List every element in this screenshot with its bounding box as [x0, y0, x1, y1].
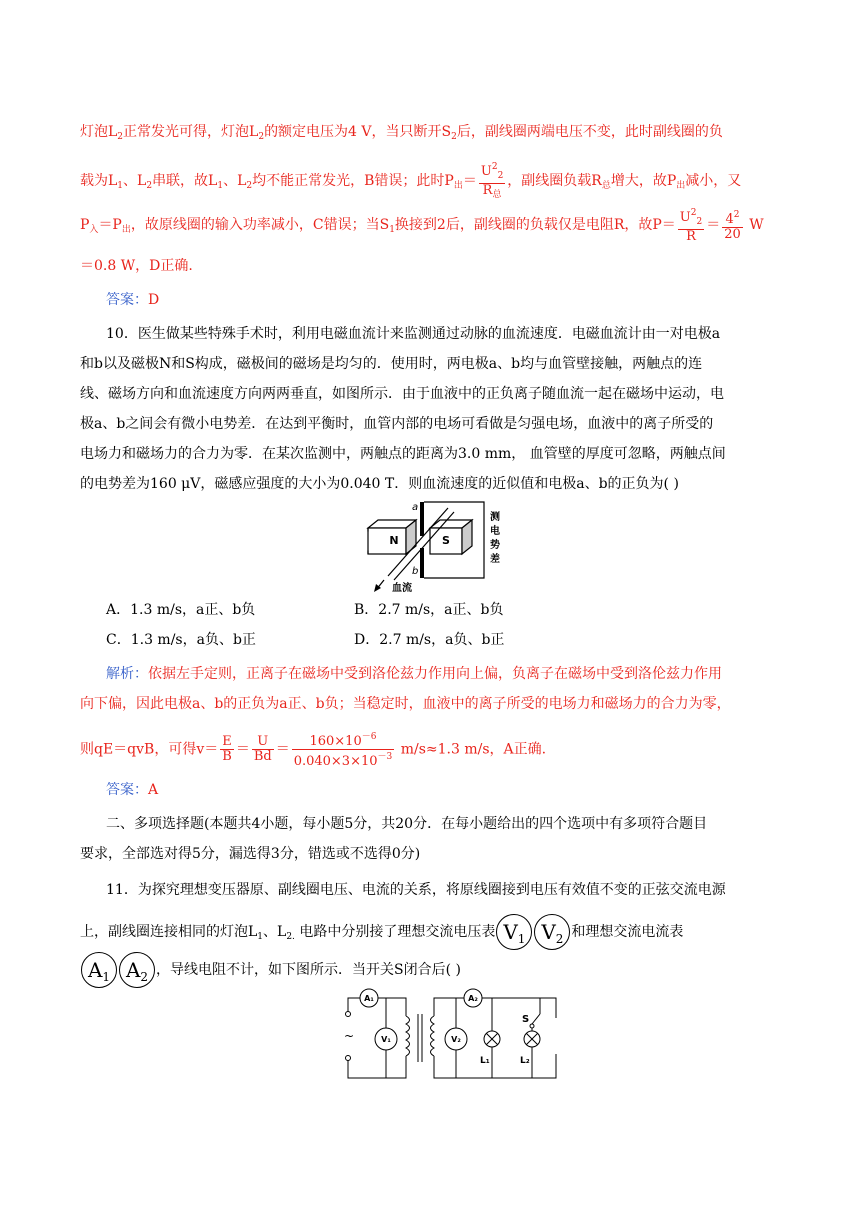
ac-source-label: ~ — [344, 1029, 355, 1043]
q10-option-b: B．2.7 m/s，a正、b负 — [354, 602, 504, 618]
lamp-l1-label: L₁ — [480, 1056, 490, 1066]
measure-label-3: 势 — [490, 540, 500, 551]
q11-line-1: 11．为探究理想变压器原、副线圈电压、电流的关系，将原线圈接到电压有效值不变的正弦交流电源 — [106, 882, 726, 898]
fraction-u2-over-r: $\frac{U^2_2}{R_总}$ — [480, 162, 504, 200]
circuit-v1-label: V₁ — [381, 1035, 391, 1044]
transformer-circuit-figure — [334, 988, 566, 1086]
q10-line-4: 极a、b之间会有微小电势差．在达到平衡时，血管内部的电场可看做是匀强电场，血液中的离子所受的 — [80, 416, 714, 432]
fraction-u2-over-r-2: $\frac{U^2_2}{R}$ — [679, 208, 703, 244]
q10-line-1: 10．医生做某些特殊手术时，利用电磁血流计来监测通过动脉的血流速度．电磁血流计由一对电极a — [106, 326, 721, 342]
q9-solution-line-4: ＝0.8 W，D正确. — [80, 258, 193, 274]
q10-option-c: C．1.3 m/s，a负、b正 — [106, 632, 256, 648]
q9-answer: 答案：D — [106, 292, 160, 308]
q10-line-6: 的电势差为160 μV，磁感应强度的大小为0.040 T．则血流速度的近似值和电极a、b的正负为( ) — [80, 476, 679, 492]
q10-solution-line-3: 则qE＝qvB，可得v＝ $\frac{E}{B}$ ＝ $\frac{U}{Bd}$ ＝ $\frac{160\times 10^{-6}}{0.040\times 3\times 10^{-3}}$ m/s≈1.3 m/s，A正确. — [80, 732, 547, 769]
flowmeter-figure — [362, 498, 522, 594]
q11-line-2: 上，副线圈连接相同的灯泡$L_1$、$L_{2.}$ 电路中分别接了理想交流电压表 $V_1$ $V_2$ 和理想交流电流表 — [80, 912, 683, 957]
circuit-a2-label: A₂ — [468, 994, 478, 1003]
circuit-a1-label: A₁ — [364, 994, 374, 1003]
q10-option-d: D．2.7 m/s，a负、b正 — [354, 632, 505, 648]
measure-label-1: 测 — [490, 512, 500, 523]
q10-answer: 答案：A — [106, 782, 159, 798]
fraction-4sq-over-20: $\frac{4^2}{20}$ — [724, 210, 741, 242]
circuit-v2-label: V₂ — [451, 1035, 461, 1044]
q10-solution-line-2: 向下偏，因此电极a、b的正负为a正、b负；当稳定时，血液中的离子所受的电场力和磁场力的合力为零， — [80, 696, 731, 712]
electrode-b-label: b — [412, 566, 419, 577]
q9-solution-line-3: $P_入=P_出$，故原线圈的输入功率减小，C错误；当$S_1$换接到2后，副线圈的负载仅是电阻R，故P＝ $\frac{U^2_2}{R}$ ＝ $\frac{4^2}{20}$ W — [80, 208, 764, 244]
blood-flow-label: 血流 — [392, 583, 412, 594]
q11-line-3: $A_1$ $A_2$ ，导线电阻不计，如下图所示．当开关S闭合后( ) — [80, 950, 461, 990]
section2-line-1: 二、多项选择题(本题共4小题，每小题5分，共20分．在每小题给出的四个选项中有多项符合题目 — [106, 816, 708, 832]
q10-solution-line-1: 解析：依据左手定则，正离子在磁场中受到洛伦兹力作用向上偏，负离子在磁场中受到洛伦兹力作用 — [106, 666, 722, 682]
lamp-l2-label: L₂ — [520, 1056, 530, 1066]
magnet-n-label: N — [389, 534, 399, 547]
fraction-velocity-calc: $\frac{160\times 10^{-6}}{0.040\times 3\times 10^{-3}}$ — [293, 732, 393, 769]
measure-label-2: 电 — [490, 526, 500, 537]
q9-solution-line-1: 灯泡$L_2$正常发光可得，灯泡$L_2$的额定电压为4 V，当只断开$S_2$后，副线圈两端电压不变，此时副线圈的负 — [80, 124, 723, 142]
fraction-e-over-b: $\frac{E}{B}$ — [222, 734, 232, 764]
voltmeter-v2-icon: $V_2$ — [534, 914, 570, 950]
q10-line-2: 和b以及磁极N和S构成，磁极间的磁场是均匀的．使用时，两电极a、b均与血管壁接触，两触点的连 — [80, 356, 703, 372]
electrode-a-label: a — [412, 502, 419, 513]
voltmeter-v1-icon: $V_1$ — [496, 914, 532, 950]
ammeter-a2-icon: $A_2$ — [119, 952, 155, 988]
q10-line-5: 电场力和磁场力的合力为零．在某次监测中，两触点的距离为3.0 mm， 血管壁的厚度可忽略，两触点间 — [80, 446, 726, 462]
magnet-s-label: S — [442, 534, 450, 547]
measure-label-4: 差 — [490, 554, 500, 565]
ammeter-a1-icon: $A_1$ — [81, 952, 117, 988]
switch-s-label: S — [522, 1014, 530, 1025]
q10-option-a: A．1.3 m/s，a正、b负 — [106, 602, 256, 618]
fraction-u-over-bd: $\frac{U}{Bd}$ — [253, 734, 272, 764]
section2-line-2: 要求，全部选对得5分，漏选得3分，错选或不选得0分) — [80, 846, 421, 862]
q9-solution-line-2: 载为$L_1$、$L_2$串联，故$L_1$、$L_2$均不能正常发光，B错误；此时$P_出=$ $\frac{U^2_2}{R_总}$ ，副线圈负载$R_总$增大，故$P_出$减小，又 — [80, 162, 742, 200]
q10-line-3: 线、磁场方向和血流速度方向两两垂直，如图所示．由于血液中的正负离子随血流一起在磁场中运动，电 — [80, 386, 724, 402]
